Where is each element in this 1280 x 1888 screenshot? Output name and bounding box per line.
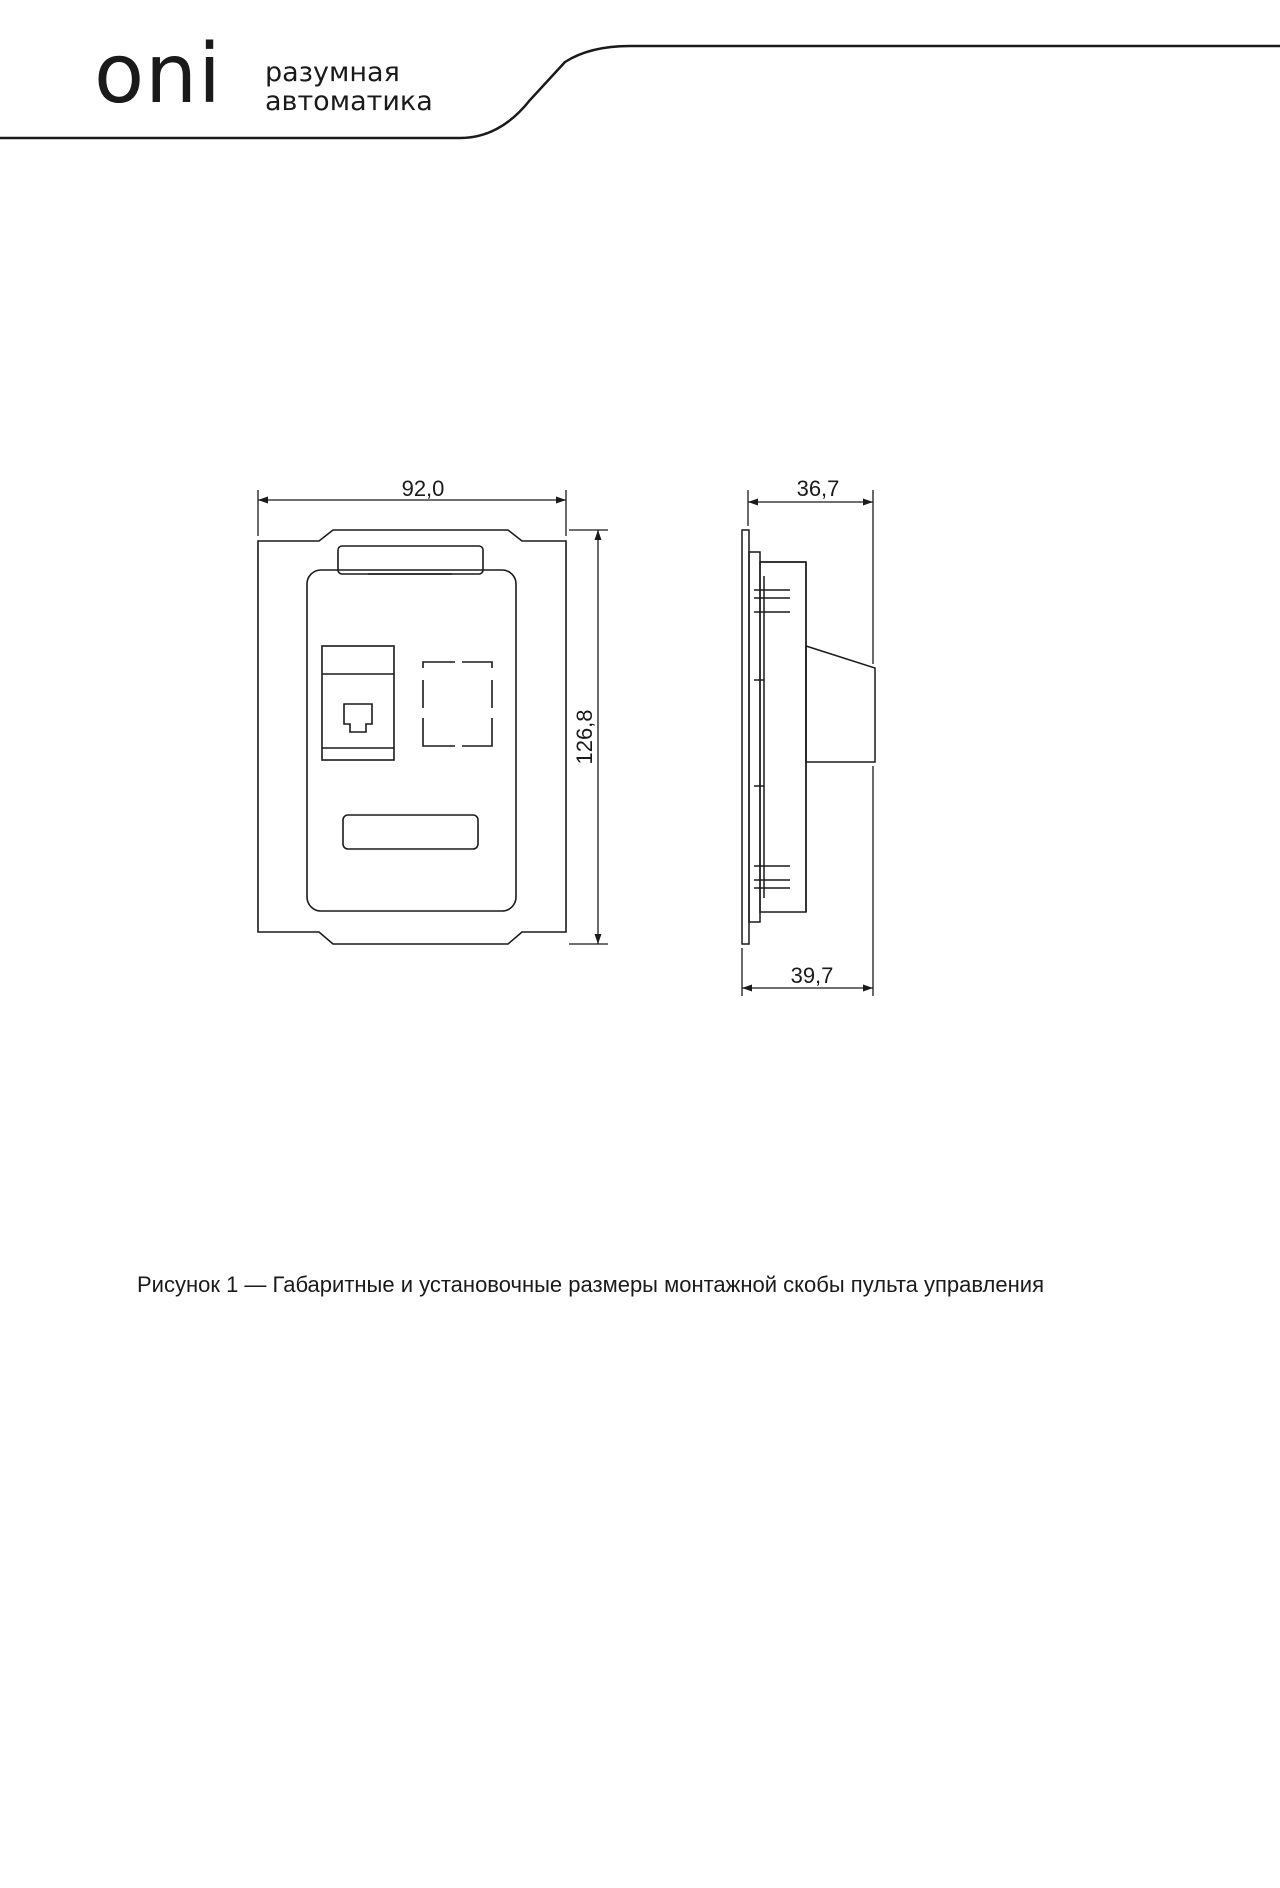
tagline-line-1: разумная: [265, 57, 400, 88]
figure-caption: Рисунок 1 — Габаритные и установочные размеры монтажной скобы пульта управления: [137, 1272, 1044, 1297]
label-slot: [343, 815, 478, 849]
tagline-line-2: автоматика: [265, 86, 433, 117]
side-top-depth-label: 36,7: [796, 476, 840, 501]
front-outer-frame: [258, 530, 566, 944]
side-top-dimension: [748, 490, 873, 664]
side-view: [742, 530, 875, 944]
front-view: [258, 530, 566, 944]
front-height-label: 126,8: [572, 709, 597, 765]
rj45-socket: [322, 646, 394, 760]
side-bottom-depth-label: 39,7: [790, 963, 834, 988]
side-bottom-dimension: [742, 766, 873, 996]
front-inner-panel: [307, 570, 516, 911]
brand-logo: oni: [94, 27, 222, 122]
square-cutout: [423, 662, 492, 746]
front-width-label: 92,0: [401, 476, 445, 501]
